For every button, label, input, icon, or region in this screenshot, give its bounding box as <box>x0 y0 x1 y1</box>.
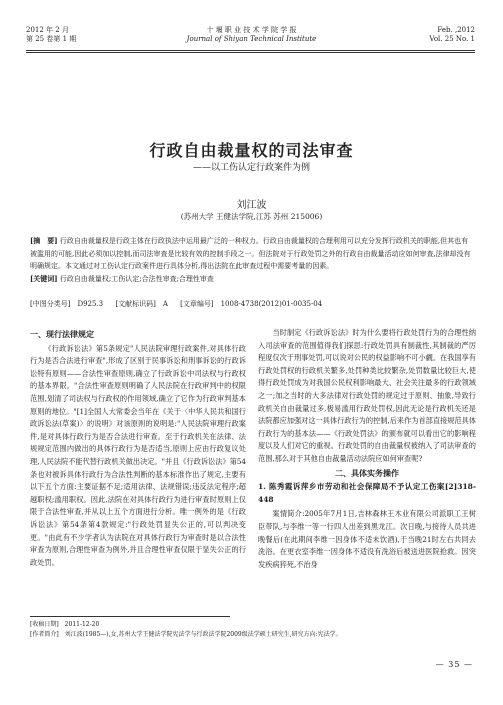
issue-date: 2012 年 2 月 <box>26 26 69 34</box>
header-rule-thin <box>26 52 475 53</box>
body-paragraph: 《行政诉讼法》第5条规定"人民法院审理行政案件,对具体行政行为是否合法进行审查",形成了区别于民事诉讼和刑事诉讼的行政诉讼特有原则——合法性审查原则,确立了行政诉讼中司法权与行政权的基本界限。"合法性审查原则明确了人民法院在行政审判中的权限范围,划清了司法权与行政权的作用领域,确立了它作为行政审判基本原则的地位。"[1]全国人大常委会当年在《关于〈中华人民共和国行政诉讼法(草案)〉的说明》对该原则的说明是:"人民法院审理行政案件,是对具体行政行为是否合法进行审查。至于行政机关在法律、法规规定范围内做出的具体行政行为是否适当,原则上应由行政复议处理,人民法院不能代替行政机关做出决定。"并且《行政诉讼法》第54条也对被诉具体行政行为合法性判断的基本标准作出了规定,主要有以下五个方面:主要证据不足;适用法律、法规错误;违反法定程序;超越职权;滥用职权。因此,法院在对具体行政行为进行审查时原则上仅限于合法性审查,并从以上五个方面进行分析。唯一例外的是《行政诉讼法》第54条第4款规定:"行政处罚显失公正的,可以判决变更。"由此有不少学者认为法院在对具体行政行为审查时是以合法性审查为原则,合理性审查为例外,并且合理性审查仅限于显失公正的行政处罚。 <box>30 343 246 567</box>
abstract-label: [摘 要] <box>30 236 58 245</box>
issue-date-en: Feb. ,2012 <box>437 26 475 34</box>
volume-issue: 第 25 卷第 1 期 <box>26 35 77 43</box>
volume-issue-en: Vol. 25 No. 1 <box>429 35 475 43</box>
case-heading: 1. 陈秀霞诉萍乡市劳动和社会保障局不予认定工伤案[2]318-448 <box>258 482 476 504</box>
journal-volume-block <box>429 26 475 44</box>
document-code: [文献标识码] A <box>115 300 168 308</box>
author-bio-note: [作者简介] 刘江波(1985—),女,苏州大学王健法学院宪法学与行政法学院2009级法学硕士研究生,研究方向:宪法学。 <box>30 631 342 638</box>
classification-line <box>30 298 475 311</box>
journal-title-block <box>0 26 503 44</box>
keywords <box>30 273 475 286</box>
abstract <box>30 235 475 273</box>
author-affiliation: (苏州大学 王健法学院,江苏 苏州 215006) <box>180 212 323 221</box>
header-rule <box>26 50 475 51</box>
body-paragraph: 当时制定《行政诉讼法》时为什么要将行政处罚行为的合理性纳入司法审查的范围值得我们探思:行政处罚具有制裁性,其制裁的严厉程度仅次于刑事处罚,可以说对公民的权益影响不可小觑。在我国享有行政处罚权的行政机关繁多,处罚种类比较繁杂,处罚数量比较巨大,使得行政处罚成为对我国公民权利影响最大、社会关注最多的行政领域之一;加之当时的大多法律对行政处罚的规定过于原则、抽象,导致行政机关自由裁量过多,极易滥用行政处罚权,因此无论是行政机关还是法院都应加强对这一具体行政行为的控制,后来作为首部直接规范具体行政行为的基本法——《行政处罚法》的颁布就可以看出它的影响程度以及人们对它的重视。行政处罚的自由裁量权被纳入了司法审查的范围,那么对于其他自由裁量活动法院应如何审查呢? <box>258 328 476 463</box>
section-heading-1: 一、现行法律规定 <box>30 329 94 339</box>
footnote-rule <box>30 616 230 617</box>
received-date-note: [收稿日期] 2011-12-20 <box>30 621 100 628</box>
page-number: — 35 — <box>435 660 473 669</box>
article-title: 行政自由裁量权的司法审查 <box>149 141 354 160</box>
author-name: 刘江波 <box>236 200 267 211</box>
article-number: [文章编号] 1008-4738(2012)01-0035-04 <box>180 300 323 308</box>
body-column-left <box>30 327 246 569</box>
journal-title-cn: 十 堰 职 业 技 术 学 院 学 报 <box>206 26 297 34</box>
article-subtitle: ——以工伤认定行政案件为例 <box>192 163 310 173</box>
journal-title-en: Journal of Shiyan Technical Institute <box>186 35 317 43</box>
clc-number: [中图分类号] D925.3 <box>30 300 104 308</box>
section-heading-2: 二、具体实务操作 <box>335 467 399 478</box>
keywords-text: 行政自由裁量权;工伤认定;合法性审查;合理性审查 <box>59 274 214 283</box>
body-paragraph: 案情简介:2005年7月1日,吉林森林王木业有限公司派职工王树臣带队,与李维一等一行四人出差到黑龙江。次日晚,与接待人员共进晚餐后(在此期间李维一因身体不适未饮酒),于当晚21时左右共同去洗浴。在更衣室李维一因身体不适没有洗浴后被送进医院抢救。因突发疾病猝死,不治身 <box>258 509 476 569</box>
abstract-text: 行政自由裁量权是行政主体在行政执法中运用最广泛的一种权力。行政自由裁量权的合理利用可以充分发挥行政机关的职能,但其也有被滥用的可能,因此必须加以控制,而司法审查是比较有效的控制手段之一。但法院对于行政处罚之外的行政自由裁量活动应如何审查,法律却没有明确规定。本文通过对工伤认定行政案件进行具体分析,得出法院在此审查过程中需要考量的因素。 <box>30 237 471 270</box>
abstract-block <box>30 235 475 285</box>
keywords-label: [关键词] <box>30 273 58 283</box>
body-column-right <box>258 327 476 571</box>
